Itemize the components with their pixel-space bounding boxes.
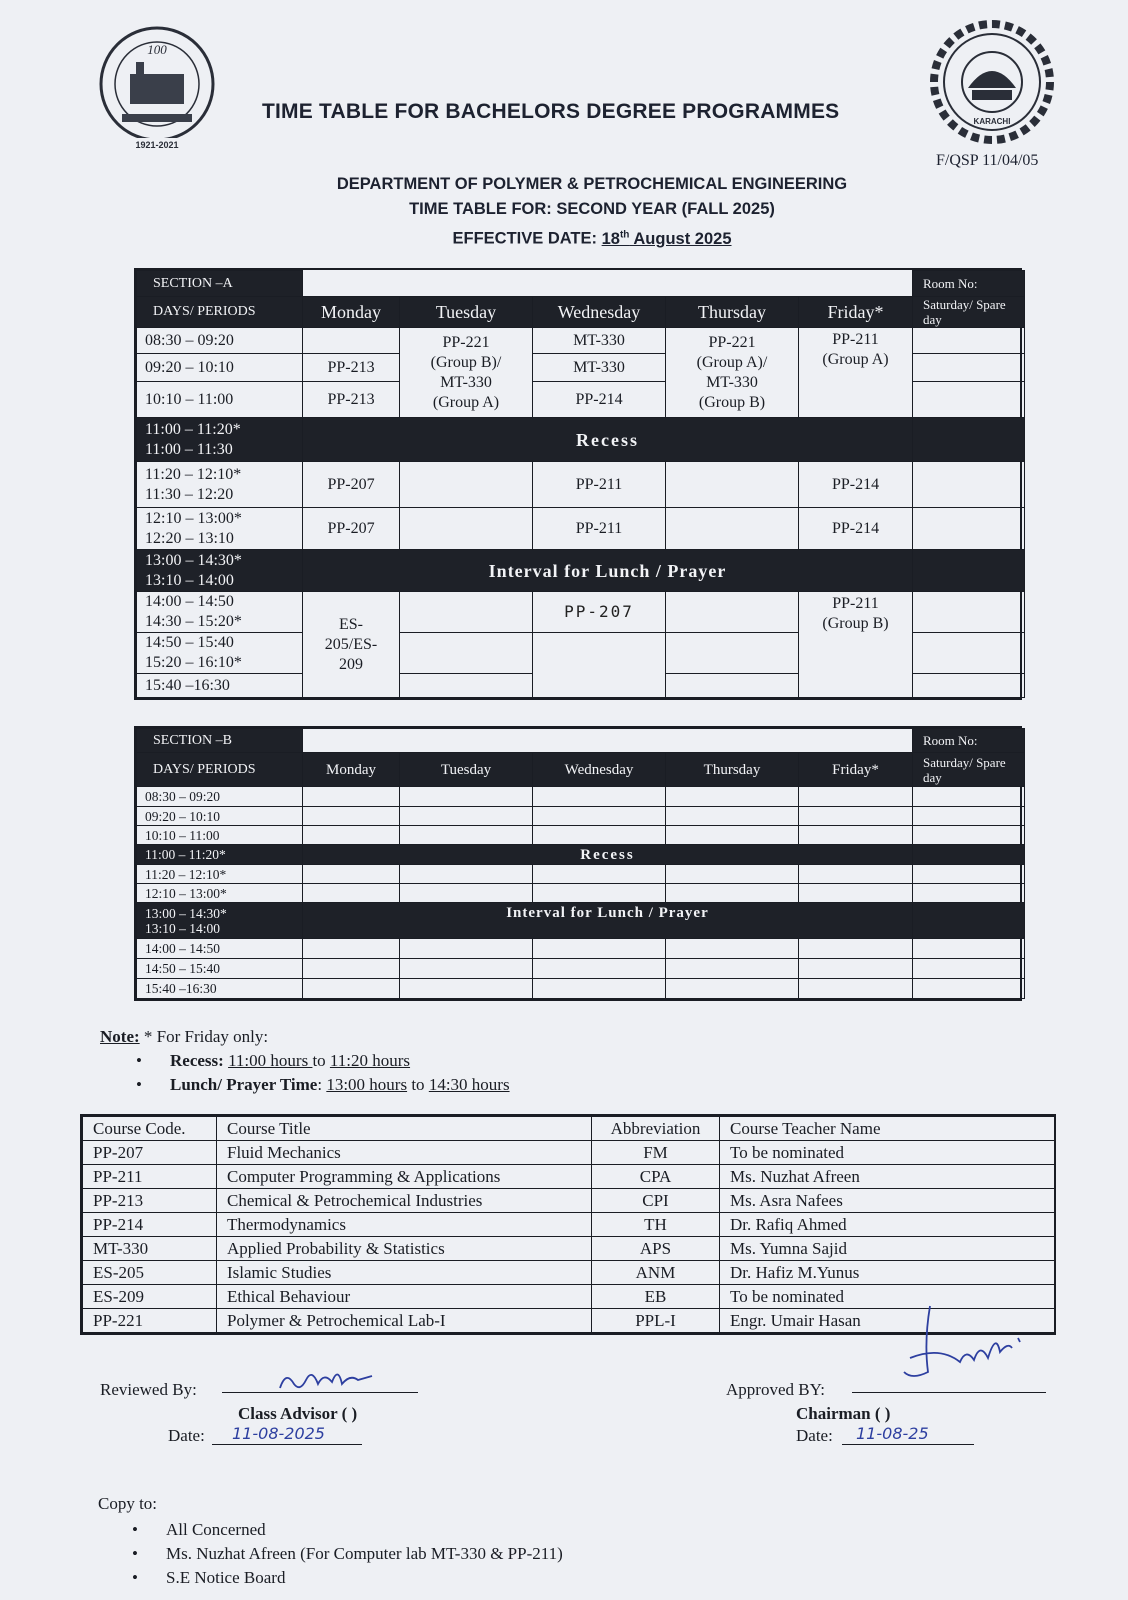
cell-empty xyxy=(666,508,799,550)
review-date-line xyxy=(212,1444,362,1445)
time-line: 11:00 – 11:30 xyxy=(145,440,233,458)
time-line: 13:10 – 14:00 xyxy=(145,571,234,589)
course-title: Polymer & Petrochemical Lab-I xyxy=(217,1309,592,1333)
effective-label: EFFECTIVE DATE: xyxy=(452,229,602,248)
course-code: PP-213 xyxy=(83,1189,217,1213)
time-line: 11:20 – 12:10* xyxy=(145,465,242,483)
days-periods-label: DAYS/ PERIODS xyxy=(137,297,303,328)
header-course-code: Course Code. xyxy=(83,1117,217,1141)
course-abbreviation: TH xyxy=(592,1213,720,1237)
cell-empty xyxy=(400,979,533,999)
recess-label: Recess: xyxy=(170,1051,224,1070)
lunch-label: Lunch/ Prayer Time xyxy=(170,1075,318,1094)
cell-empty xyxy=(400,508,533,550)
main-title: TIME TABLE FOR BACHELORS DEGREE PROGRAMMES xyxy=(262,100,840,123)
effective-date-value xyxy=(602,230,732,248)
cell-line: ES- xyxy=(339,615,363,633)
cell-monday-afternoon xyxy=(303,592,400,698)
cell-wednesday-6: PP-207 xyxy=(533,592,666,633)
table-row xyxy=(83,1261,1055,1285)
cell-empty xyxy=(799,884,913,903)
section-a-timetable xyxy=(134,268,1022,700)
chairman-label: Chairman ( ) xyxy=(796,1404,891,1423)
cell-empty xyxy=(400,884,533,903)
cell-room xyxy=(913,592,1025,633)
cell-line: MT-330 xyxy=(440,373,492,391)
table-row xyxy=(83,1189,1055,1213)
effective-day: 18 xyxy=(601,229,620,248)
time-slot: 14:00 – 14:50 xyxy=(137,939,303,959)
review-date: 11-08-2025 xyxy=(232,1424,325,1443)
course-teacher: Dr. Rafiq Ahmed xyxy=(720,1213,1055,1237)
cell-empty xyxy=(400,826,533,845)
time-line: 11:00 – 11:20* xyxy=(145,420,241,438)
course-abbreviation: APS xyxy=(592,1237,720,1261)
note-heading xyxy=(100,1025,510,1049)
approved-by-label: Approved BY: xyxy=(726,1380,826,1399)
list-item: • S.E Notice Board xyxy=(132,1566,563,1590)
review-date-label: Date: xyxy=(168,1426,205,1445)
day-thursday: Thursday xyxy=(666,297,799,328)
day-tuesday: Tuesday xyxy=(400,753,533,787)
cell-empty xyxy=(666,865,799,884)
cell-empty xyxy=(799,959,913,979)
cell-empty xyxy=(666,592,799,633)
time-slot xyxy=(137,592,303,633)
cell-empty xyxy=(400,787,533,807)
time-slot: 09:20 – 10:10 xyxy=(137,807,303,826)
note-text: * For Friday only: xyxy=(139,1027,269,1046)
time-slot: 08:30 – 09:20 xyxy=(137,787,303,807)
time-slot: 15:40 –16:30 xyxy=(137,674,303,698)
cell-friday-afternoon xyxy=(799,592,913,698)
cell-monday-2: PP-213 xyxy=(303,354,400,382)
header-abbreviation: Abbreviation xyxy=(592,1117,720,1141)
cell-empty xyxy=(913,807,1025,826)
time-line: 14:30 – 15:20* xyxy=(145,613,242,630)
ned-university-logo xyxy=(928,18,1056,146)
bar-room xyxy=(913,418,1025,462)
course-code: PP-214 xyxy=(83,1213,217,1237)
course-code: ES-205 xyxy=(83,1261,217,1285)
cell-empty xyxy=(533,959,666,979)
course-teacher: To be nominated xyxy=(720,1285,1055,1309)
recess-time: 11:00 – 11:20* xyxy=(137,845,303,865)
cell-thursday-morning xyxy=(666,328,799,418)
cell-room xyxy=(913,462,1025,508)
course-teacher: Engr. Umair Hasan xyxy=(720,1309,1055,1333)
cell-room xyxy=(913,633,1025,674)
logo-left-years: 1921-2021 xyxy=(135,140,179,150)
header-course-title: Course Title xyxy=(217,1117,592,1141)
cell-empty xyxy=(533,633,666,698)
cell-monday-4: PP-207 xyxy=(303,462,400,508)
time-slot: 10:10 – 11:00 xyxy=(137,382,303,418)
bar-room xyxy=(913,903,1025,939)
bar-room xyxy=(913,550,1025,592)
cell-empty xyxy=(666,633,799,674)
cell-empty xyxy=(799,865,913,884)
recess-bar: Recess xyxy=(303,418,913,462)
class-advisor-label: Class Advisor ( ) xyxy=(238,1404,358,1423)
cell-empty xyxy=(303,884,400,903)
time-slot xyxy=(137,508,303,550)
time-slot: 09:20 – 10:10 xyxy=(137,354,303,382)
cell-empty xyxy=(400,674,533,698)
cell-empty xyxy=(303,826,400,845)
time-slot: 15:40 –16:30 xyxy=(137,979,303,999)
room-no-label: Room No: xyxy=(913,729,1025,753)
cell-friday-5: PP-214 xyxy=(799,508,913,550)
cell-line: (Group A)/ xyxy=(696,353,768,371)
cell-empty xyxy=(913,787,1025,807)
header-gap xyxy=(303,729,913,753)
course-header-row xyxy=(83,1117,1055,1141)
course-code: MT-330 xyxy=(83,1237,217,1261)
course-title: Computer Programming & Applications xyxy=(217,1165,592,1189)
copy-to xyxy=(98,1492,563,1590)
note-recess xyxy=(170,1049,510,1073)
cell-line: MT-330 xyxy=(706,373,758,391)
section-b-label: SECTION –B xyxy=(137,729,303,753)
time-line: 13:10 – 14:00 xyxy=(145,920,221,936)
cell-empty xyxy=(666,462,799,508)
cell-room xyxy=(913,354,1025,382)
approve-date-line xyxy=(842,1444,974,1445)
effective-date xyxy=(200,222,984,252)
logo-right-city: KARACHI xyxy=(973,117,1011,126)
lunch-bar: Interval for Lunch / Prayer xyxy=(303,550,913,592)
table-row xyxy=(83,1213,1055,1237)
course-teacher: Ms. Yumna Sajid xyxy=(720,1237,1055,1261)
course-title: Thermodynamics xyxy=(217,1213,592,1237)
cell-empty xyxy=(666,939,799,959)
cell-empty xyxy=(303,939,400,959)
course-teacher: Ms. Nuzhat Afreen xyxy=(720,1165,1055,1189)
time-line: 11:30 – 12:20 xyxy=(145,485,234,503)
cell-empty xyxy=(913,959,1025,979)
approve-date: 11-08-25 xyxy=(856,1424,929,1443)
cell-empty xyxy=(533,884,666,903)
spare-day-label: Saturday/ Spare day xyxy=(913,297,1025,328)
course-abbreviation: CPI xyxy=(592,1189,720,1213)
time-line: 12:10 – 13:00* xyxy=(145,509,242,527)
table-row xyxy=(83,1165,1055,1189)
cell-tuesday-morning xyxy=(400,328,533,418)
cell-empty xyxy=(913,865,1025,884)
cell-empty xyxy=(666,807,799,826)
cell-empty xyxy=(913,884,1025,903)
cell-empty xyxy=(303,959,400,979)
cell-line: PP-211 xyxy=(832,331,879,348)
cell-line: (Group A) xyxy=(432,393,500,411)
cell-empty xyxy=(303,979,400,999)
cell-empty xyxy=(533,979,666,999)
table-row xyxy=(83,1237,1055,1261)
cell-empty xyxy=(913,826,1025,845)
cell-wednesday-3: PP-214 xyxy=(533,382,666,418)
cell-empty xyxy=(533,807,666,826)
cell-empty xyxy=(400,592,533,633)
course-title: Chemical & Petrochemical Industries xyxy=(217,1189,592,1213)
cell-empty xyxy=(666,826,799,845)
time-line: 13:00 – 14:30* xyxy=(145,905,227,921)
cell-empty xyxy=(533,865,666,884)
effective-sup: th xyxy=(619,229,630,240)
cell-line: (Group A) xyxy=(822,351,889,368)
lunch-to: 14:30 hours xyxy=(428,1075,510,1094)
cell-empty xyxy=(400,807,533,826)
table-row xyxy=(83,1141,1055,1165)
list-item: • All Concerned xyxy=(132,1518,563,1542)
chairman-signature xyxy=(900,1302,1040,1392)
cell-empty xyxy=(303,807,400,826)
note-label: Note: xyxy=(100,1027,140,1046)
cell-room xyxy=(913,382,1025,418)
day-friday: Friday* xyxy=(799,753,913,787)
cell-empty xyxy=(400,939,533,959)
time-slot: 10:10 – 11:00 xyxy=(137,826,303,845)
cell-line: (Group B)/ xyxy=(430,353,502,371)
cell-empty xyxy=(666,979,799,999)
cell-empty xyxy=(799,826,913,845)
to-word: to xyxy=(407,1075,429,1094)
time-line: 13:00 – 14:30* xyxy=(145,551,242,569)
approved-signature-line xyxy=(852,1392,1046,1393)
list-item: • Ms. Nuzhat Afreen (For Computer lab MT-330 & PP-211) xyxy=(132,1542,563,1566)
cell-empty xyxy=(799,939,913,959)
reviewed-by-label: Reviewed By: xyxy=(100,1380,197,1399)
cell-empty xyxy=(303,865,400,884)
cell-room xyxy=(913,674,1025,698)
time-line: 14:50 – 15:40 xyxy=(145,634,234,651)
days-periods-label: DAYS/ PERIODS xyxy=(137,753,303,787)
friday-note xyxy=(100,1025,510,1097)
day-wednesday: Wednesday xyxy=(533,297,666,328)
to-word: to xyxy=(312,1051,330,1070)
cell-room xyxy=(913,508,1025,550)
course-abbreviation: EB xyxy=(592,1285,720,1309)
form-code: F/QSP 11/04/05 xyxy=(936,152,1039,169)
cell-wednesday-2: MT-330 xyxy=(533,354,666,382)
time-slot: 14:50 – 15:40 xyxy=(137,959,303,979)
ned-centenary-logo xyxy=(92,22,222,152)
time-slot: 08:30 – 09:20 xyxy=(137,328,303,354)
cell-friday-4: PP-214 xyxy=(799,462,913,508)
cell-monday-3: PP-213 xyxy=(303,382,400,418)
cell-wednesday-5: PP-211 xyxy=(533,508,666,550)
time-slot: 12:10 – 13:00* xyxy=(137,884,303,903)
cell-empty xyxy=(303,787,400,807)
spare-day-label: Saturday/ Spare day xyxy=(913,753,1025,787)
day-monday: Monday xyxy=(303,753,400,787)
course-title: Islamic Studies xyxy=(217,1261,592,1285)
day-friday: Friday* xyxy=(799,297,913,328)
cell-monday-5: PP-207 xyxy=(303,508,400,550)
recess-time xyxy=(137,418,303,462)
cell-empty xyxy=(303,328,400,354)
recess-from: 11:00 hours xyxy=(228,1051,313,1070)
cell-empty xyxy=(666,674,799,698)
cell-empty xyxy=(799,979,913,999)
note-lunch: • Lunch/ Prayer Time: 13:00 hours to 14:30 hours xyxy=(170,1073,510,1097)
cell-line: PP-211 xyxy=(832,595,879,612)
bar-room xyxy=(913,845,1025,865)
cell-empty xyxy=(666,787,799,807)
section-b-timetable xyxy=(134,726,1022,1001)
course-title: Fluid Mechanics xyxy=(217,1141,592,1165)
cell-empty xyxy=(533,939,666,959)
course-abbreviation: PPL-I xyxy=(592,1309,720,1333)
course-code: PP-207 xyxy=(83,1141,217,1165)
cell-line: (Group B) xyxy=(698,393,766,411)
lunch-from: 13:00 hours xyxy=(326,1075,408,1094)
time-line: 15:20 – 16:10* xyxy=(145,654,242,671)
section-a-label: SECTION –A xyxy=(137,271,303,297)
cell-line: (Group B) xyxy=(822,615,889,632)
day-tuesday: Tuesday xyxy=(400,297,533,328)
cell-empty xyxy=(400,959,533,979)
course-teacher: To be nominated xyxy=(720,1141,1055,1165)
header-gap xyxy=(303,271,913,297)
course-code: PP-221 xyxy=(83,1309,217,1333)
course-title: Ethical Behaviour xyxy=(217,1285,592,1309)
reviewer-signature xyxy=(276,1362,396,1396)
approve-date-label: Date: xyxy=(796,1426,833,1445)
cell-empty xyxy=(666,884,799,903)
timetable-for: TIME TABLE FOR: SECOND YEAR (FALL 2025) xyxy=(409,200,775,218)
cell-empty xyxy=(799,787,913,807)
course-teacher: Dr. Hafiz M.Yunus xyxy=(720,1261,1055,1285)
header-teacher: Course Teacher Name xyxy=(720,1117,1055,1141)
time-line: 12:20 – 13:10 xyxy=(145,529,234,547)
lunch-time xyxy=(137,903,303,939)
lunch-bar: Interval for Lunch / Prayer xyxy=(303,903,913,939)
lunch-time xyxy=(137,550,303,592)
cell-line: 205/ES- xyxy=(324,635,378,653)
cell-line: 209 xyxy=(339,655,363,673)
logo-left-100: 100 xyxy=(147,42,167,57)
effective-rest: August 2025 xyxy=(629,229,732,248)
cell-empty xyxy=(400,865,533,884)
course-code: ES-209 xyxy=(83,1285,217,1309)
cell-room xyxy=(913,328,1025,354)
day-thursday: Thursday xyxy=(666,753,799,787)
cell-empty xyxy=(799,807,913,826)
cell-empty xyxy=(913,979,1025,999)
cell-line: PP-221 xyxy=(442,333,490,351)
recess-to: 11:20 hours xyxy=(329,1051,411,1070)
day-monday: Monday xyxy=(303,297,400,328)
course-code: PP-211 xyxy=(83,1165,217,1189)
course-abbreviation: ANM xyxy=(592,1261,720,1285)
course-abbreviation: FM xyxy=(592,1141,720,1165)
cell-empty xyxy=(533,826,666,845)
copy-to-label: Copy to: xyxy=(98,1494,158,1513)
time-line: 14:00 – 14:50 xyxy=(145,593,234,610)
room-no-label: Room No: xyxy=(913,271,1025,297)
time-slot xyxy=(137,462,303,508)
cell-friday-morning xyxy=(799,328,913,418)
cell-empty xyxy=(400,633,533,674)
time-slot: 11:20 – 12:10* xyxy=(137,865,303,884)
recess-bar: Recess xyxy=(303,845,913,865)
cell-empty xyxy=(913,939,1025,959)
cell-empty xyxy=(400,462,533,508)
cell-empty xyxy=(666,959,799,979)
department-heading xyxy=(200,172,984,252)
department-name: DEPARTMENT OF POLYMER & PETROCHEMICAL ENGINEERING xyxy=(336,175,848,193)
course-title: Applied Probability & Statistics xyxy=(217,1237,592,1261)
time-slot xyxy=(137,633,303,674)
cell-line: PP-221 xyxy=(708,333,756,351)
course-teacher: Ms. Asra Nafees xyxy=(720,1189,1055,1213)
cell-wednesday-1: MT-330 xyxy=(533,328,666,354)
cell-empty xyxy=(533,787,666,807)
day-wednesday: Wednesday xyxy=(533,753,666,787)
cell-wednesday-4: PP-211 xyxy=(533,462,666,508)
course-abbreviation: CPA xyxy=(592,1165,720,1189)
